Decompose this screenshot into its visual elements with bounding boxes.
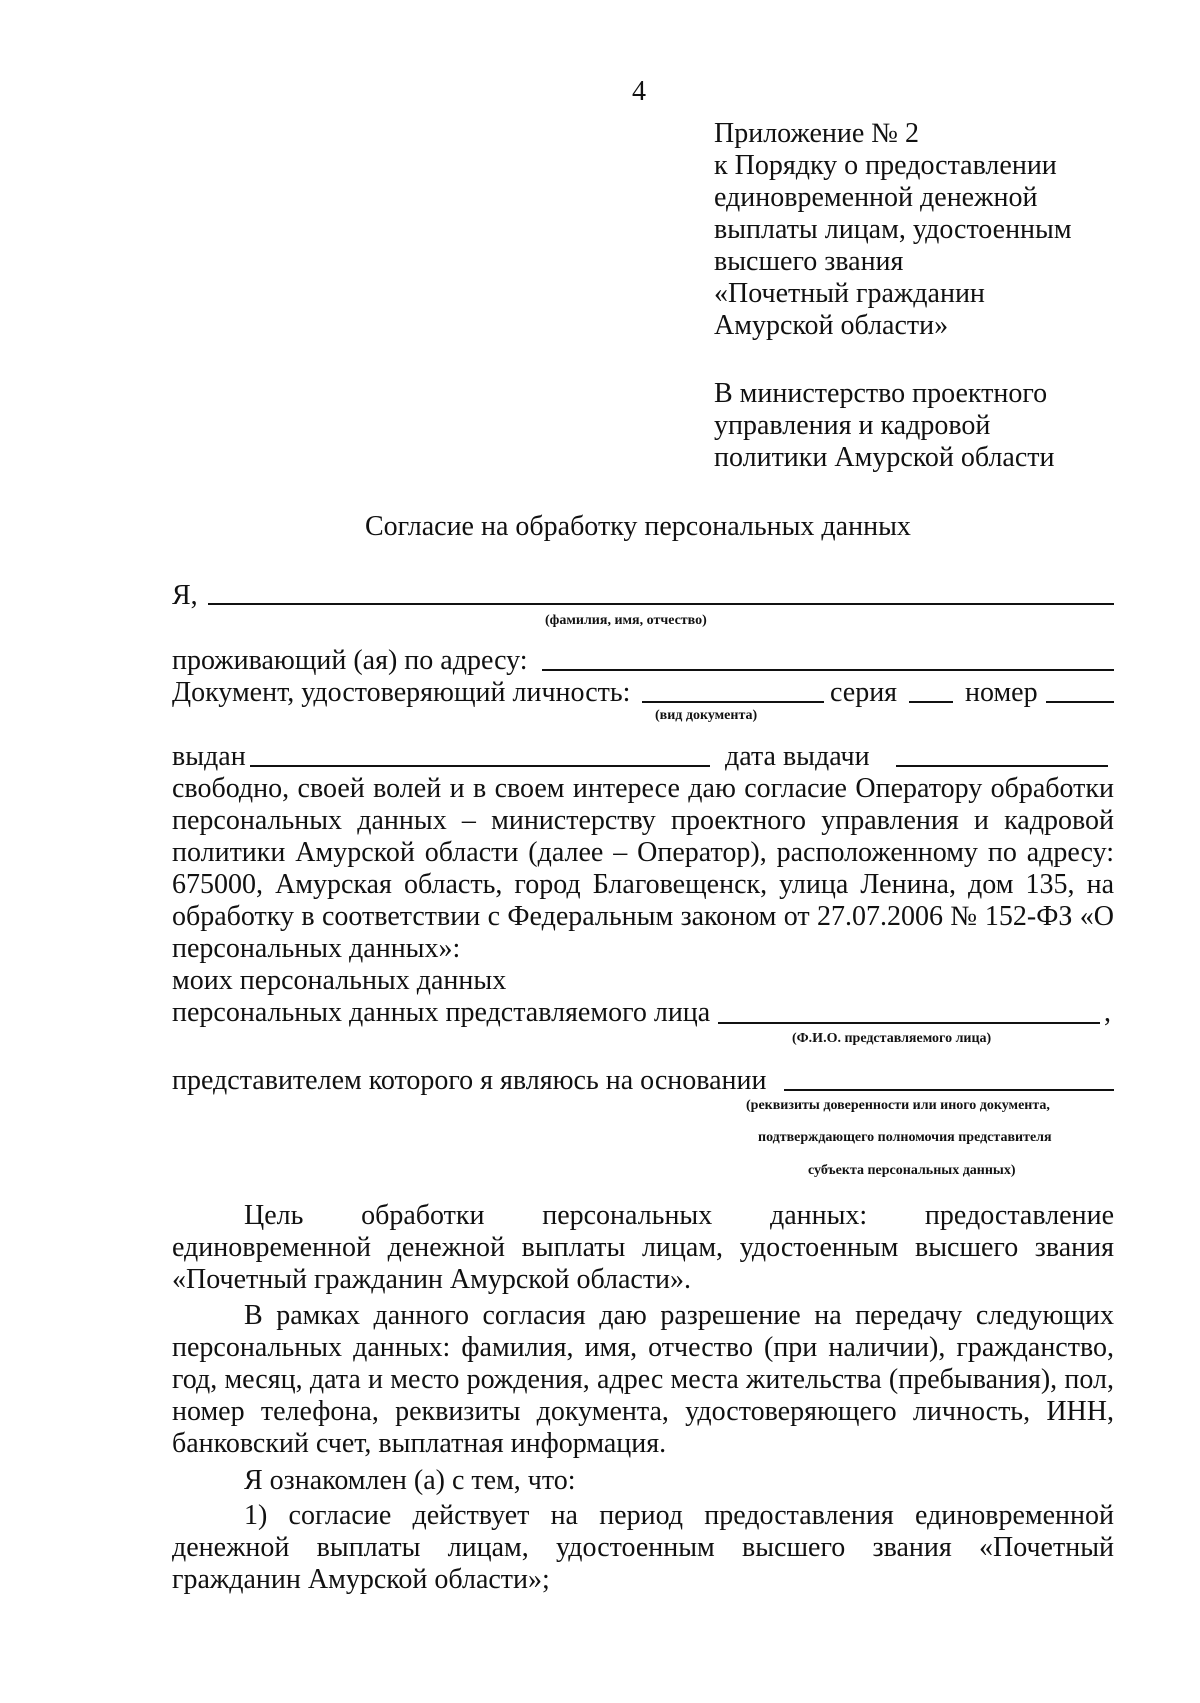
transfer-line: персональных данных: фамилия, имя, отчество (при наличии), гражданство, — [172, 1332, 1114, 1363]
purpose-line: «Почетный гражданин Амурской области». — [172, 1264, 692, 1295]
appendix-line: Амурской области» — [714, 310, 949, 341]
fio-input[interactable] — [208, 602, 1114, 605]
basis-input[interactable] — [784, 1088, 1114, 1091]
appendix-line: высшего звания — [714, 246, 904, 277]
transfer-line: номер телефона, реквизиты документа, удостоверяющего личность, ИНН, — [172, 1396, 1114, 1427]
fio-caption: (фамилия, имя, отчество) — [545, 613, 707, 628]
appendix-line: к Порядку о предоставлении — [714, 150, 1057, 181]
purpose-line: единовременной денежной выплаты лицам, удостоенным высшего звания — [172, 1232, 1114, 1263]
represented-person-caption: (Ф.И.О. представляемого лица) — [792, 1031, 992, 1046]
appendix-line: выплаты лицам, удостоенным — [714, 214, 1072, 245]
document-label: Документ, удостоверяющий личность: — [172, 677, 631, 708]
acknowledgement-line: Я ознакомлен (а) с тем, что: — [244, 1465, 576, 1496]
issued-label: выдан — [172, 741, 246, 772]
appendix-line: Приложение № 2 — [714, 118, 919, 149]
represented-person-input[interactable] — [718, 1021, 1100, 1024]
represented-person-label: персональных данных представляемого лица — [172, 997, 711, 1028]
document-title: Согласие на обработку персональных данных — [365, 511, 911, 542]
transfer-line: год, месяц, дата и место рождения, адрес места жительства (пребывания), пол, — [172, 1364, 1114, 1395]
basis-caption-line: подтверждающего полномочия представителя — [758, 1130, 1052, 1145]
appendix-line: «Почетный гражданин — [714, 278, 985, 309]
number-input[interactable] — [1046, 700, 1114, 703]
basis-caption-line: субъекта персональных данных) — [808, 1163, 1016, 1178]
addressee-line: В министерство проектного — [714, 378, 1048, 409]
consent-line: персональных данных – министерству проектного управления и кадровой — [172, 805, 1114, 836]
item-1-line: гражданин Амурской области»; — [172, 1564, 550, 1595]
residing-label: проживающий (ая) по адресу: — [172, 645, 528, 676]
document-type-caption: (вид документа) — [655, 708, 758, 723]
series-label: серия — [830, 677, 898, 708]
consent-line: 675000, Амурская область, город Благовещенск, улица Ленина, дом 135, на — [172, 869, 1114, 900]
addressee-line: управления и кадровой — [714, 410, 991, 441]
addressee-line: политики Амурской области — [714, 442, 1055, 473]
issued-by-input[interactable] — [250, 764, 710, 767]
transfer-line: В рамках данного согласия даю разрешение на передачу следующих — [244, 1300, 1114, 1331]
own-data-option: моих персональных данных — [172, 965, 507, 996]
consent-line: персональных данных»: — [172, 933, 461, 964]
document-type-input[interactable] — [642, 700, 824, 703]
basis-caption-line: (реквизиты доверенности или иного документа, — [746, 1098, 1050, 1113]
represented-person-comma: , — [1104, 997, 1111, 1028]
series-input[interactable] — [909, 700, 953, 703]
issue-date-input[interactable] — [896, 764, 1108, 767]
transfer-line: банковский счет, выплатная информация. — [172, 1428, 667, 1459]
issue-date-label: дата выдачи — [725, 741, 870, 772]
basis-label: представителем которого я являюсь на основании — [172, 1065, 767, 1096]
number-label: номер — [965, 677, 1038, 708]
item-1-line: 1) согласие действует на период предоставления единовременной — [244, 1500, 1114, 1531]
item-1-line: денежной выплаты лицам, удостоенным высшего звания «Почетный — [172, 1532, 1114, 1563]
appendix-line: единовременной денежной — [714, 182, 1038, 213]
consent-line: политики Амурской области (далее – Оператор), расположенному по адресу: — [172, 837, 1114, 868]
purpose-line: Цель обработки персональных данных: предоставление — [244, 1200, 1114, 1231]
i-label: Я, — [172, 580, 198, 611]
consent-line: свободно, своей волей и в своем интересе даю согласие Оператору обработки — [172, 773, 1114, 804]
page-number: 4 — [632, 76, 646, 107]
address-input[interactable] — [542, 668, 1114, 671]
consent-line: обработку в соответствии с Федеральным законом от 27.07.2006 № 152-ФЗ «О — [172, 901, 1114, 932]
